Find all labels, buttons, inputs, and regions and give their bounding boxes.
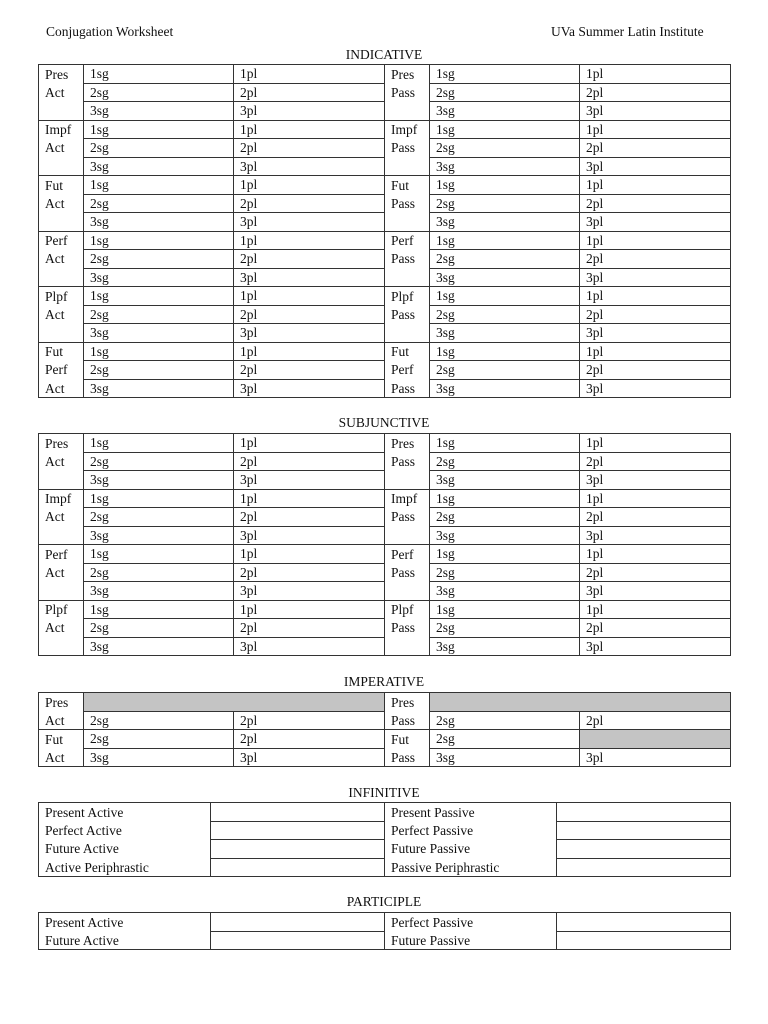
table-row bbox=[39, 250, 731, 269]
form-cell[interactable]: 3pl bbox=[580, 324, 731, 343]
table-row bbox=[39, 489, 731, 508]
form-cell[interactable]: 1pl bbox=[580, 342, 731, 361]
answer-cell[interactable] bbox=[211, 840, 385, 859]
table-row bbox=[39, 452, 731, 471]
form-cell[interactable]: 1sg bbox=[84, 176, 234, 195]
tense-label bbox=[385, 637, 430, 656]
indicative-table bbox=[38, 64, 731, 398]
form-cell[interactable]: 3sg bbox=[430, 582, 580, 601]
form-label: Active Periphrastic bbox=[39, 858, 211, 877]
tense-label: Perf bbox=[39, 231, 84, 250]
form-cell[interactable]: 1sg bbox=[84, 120, 234, 139]
form-cell[interactable]: 2sg bbox=[84, 711, 234, 730]
tense-label: Impf bbox=[385, 489, 430, 508]
form-cell[interactable]: 2pl bbox=[580, 305, 731, 324]
answer-cell[interactable] bbox=[557, 931, 731, 950]
tense-label bbox=[39, 268, 84, 287]
tense-label bbox=[385, 102, 430, 121]
form-cell[interactable]: 3pl bbox=[580, 102, 731, 121]
form-label: Future Passive bbox=[385, 931, 557, 950]
form-cell[interactable]: 1sg bbox=[430, 342, 580, 361]
tense-label bbox=[39, 213, 84, 232]
form-cell[interactable]: 2pl bbox=[580, 452, 731, 471]
infinitive-table bbox=[38, 802, 731, 877]
form-cell[interactable]: 1sg bbox=[430, 65, 580, 84]
institute-name: UVa Summer Latin Institute bbox=[551, 24, 704, 39]
form-cell[interactable]: 2sg bbox=[84, 250, 234, 269]
form-cell[interactable]: 2pl bbox=[234, 563, 385, 582]
table-row bbox=[39, 361, 731, 380]
tense-label bbox=[39, 324, 84, 343]
form-cell[interactable]: 2pl bbox=[234, 711, 385, 730]
form-cell[interactable]: 3sg bbox=[84, 526, 234, 545]
form-cell[interactable]: 2pl bbox=[580, 250, 731, 269]
table-row bbox=[39, 840, 731, 859]
form-cell[interactable]: 1pl bbox=[580, 600, 731, 619]
answer-cell[interactable] bbox=[557, 821, 731, 840]
form-cell[interactable]: 1sg bbox=[430, 545, 580, 564]
table-row bbox=[39, 471, 731, 490]
form-cell[interactable]: 3sg bbox=[84, 268, 234, 287]
form-cell[interactable]: 3pl bbox=[580, 213, 731, 232]
answer-cell[interactable] bbox=[211, 913, 385, 932]
tense-label bbox=[385, 582, 430, 601]
table-row bbox=[39, 139, 731, 158]
form-cell[interactable]: 1pl bbox=[234, 434, 385, 453]
form-cell[interactable]: 3pl bbox=[234, 526, 385, 545]
form-cell[interactable]: 1sg bbox=[84, 287, 234, 306]
form-cell[interactable]: 2sg bbox=[84, 452, 234, 471]
tense-label: Pass bbox=[385, 748, 430, 767]
answer-cell[interactable] bbox=[211, 931, 385, 950]
tense-label: Pres bbox=[39, 65, 84, 84]
table-row bbox=[39, 803, 731, 822]
form-cell[interactable]: 2pl bbox=[234, 730, 385, 749]
form-cell[interactable]: 1sg bbox=[430, 120, 580, 139]
tense-label: Plpf bbox=[385, 287, 430, 306]
table-row bbox=[39, 287, 731, 306]
form-cell[interactable]: 3pl bbox=[234, 471, 385, 490]
form-cell[interactable]: 2sg bbox=[84, 619, 234, 638]
form-cell[interactable]: 3pl bbox=[234, 637, 385, 656]
form-cell[interactable]: 2pl bbox=[580, 508, 731, 527]
tense-label: Impf bbox=[385, 120, 430, 139]
form-cell[interactable]: 3pl bbox=[580, 471, 731, 490]
form-cell[interactable]: 3sg bbox=[84, 213, 234, 232]
form-cell[interactable]: 2sg bbox=[430, 730, 580, 749]
form-cell[interactable]: 3sg bbox=[84, 379, 234, 398]
form-cell[interactable]: 2sg bbox=[430, 563, 580, 582]
table-row bbox=[39, 600, 731, 619]
form-cell[interactable]: 3pl bbox=[580, 526, 731, 545]
form-cell[interactable]: 1pl bbox=[580, 176, 731, 195]
form-cell[interactable]: 1sg bbox=[84, 65, 234, 84]
tense-label: Act bbox=[39, 194, 84, 213]
table-row bbox=[39, 379, 731, 398]
table-row bbox=[39, 730, 731, 749]
tense-label: Perf bbox=[385, 545, 430, 564]
form-cell[interactable]: 1pl bbox=[234, 600, 385, 619]
table-row bbox=[39, 102, 731, 121]
form-label: Present Active bbox=[39, 913, 211, 932]
form-cell[interactable]: 1sg bbox=[430, 176, 580, 195]
tense-label bbox=[39, 637, 84, 656]
tense-label bbox=[39, 102, 84, 121]
tense-label: Pass bbox=[385, 619, 430, 638]
form-cell[interactable]: 2pl bbox=[580, 361, 731, 380]
form-label: Future Active bbox=[39, 931, 211, 950]
form-cell[interactable]: 2sg bbox=[430, 711, 580, 730]
form-cell[interactable]: 2pl bbox=[234, 619, 385, 638]
table-row bbox=[39, 213, 731, 232]
tense-label: Perf bbox=[39, 361, 84, 380]
tense-label: Act bbox=[39, 305, 84, 324]
form-cell[interactable]: 2sg bbox=[84, 83, 234, 102]
tense-label: Plpf bbox=[39, 600, 84, 619]
table-row bbox=[39, 931, 731, 950]
form-cell[interactable]: 2sg bbox=[430, 508, 580, 527]
subjunctive-table bbox=[38, 433, 731, 656]
answer-cell[interactable] bbox=[557, 913, 731, 932]
tense-label: Act bbox=[39, 619, 84, 638]
form-label: Passive Periphrastic bbox=[385, 858, 557, 877]
form-cell[interactable]: 3sg bbox=[430, 324, 580, 343]
tense-label: Fut bbox=[385, 176, 430, 195]
form-label: Perfect Passive bbox=[385, 913, 557, 932]
worksheet-title: Conjugation Worksheet bbox=[46, 24, 174, 39]
tense-label bbox=[385, 324, 430, 343]
table-row bbox=[39, 545, 731, 564]
form-cell[interactable]: 1sg bbox=[430, 434, 580, 453]
form-cell[interactable]: 1pl bbox=[234, 545, 385, 564]
form-cell[interactable]: 3sg bbox=[84, 582, 234, 601]
form-label: Present Passive bbox=[385, 803, 557, 822]
form-cell[interactable]: 1pl bbox=[580, 545, 731, 564]
table-row bbox=[39, 693, 731, 712]
tense-label: Fut bbox=[39, 730, 84, 749]
form-cell[interactable]: 3pl bbox=[580, 748, 731, 767]
form-cell[interactable]: 1pl bbox=[234, 231, 385, 250]
tense-label: Pres bbox=[39, 434, 84, 453]
table-row bbox=[39, 526, 731, 545]
form-cell[interactable]: 2pl bbox=[580, 194, 731, 213]
tense-label: Fut bbox=[385, 730, 430, 749]
form-cell[interactable]: 3sg bbox=[430, 637, 580, 656]
form-cell[interactable]: 3pl bbox=[234, 157, 385, 176]
form-cell[interactable]: 1pl bbox=[580, 65, 731, 84]
form-cell[interactable]: 3sg bbox=[430, 379, 580, 398]
table-row bbox=[39, 305, 731, 324]
form-cell[interactable]: 1pl bbox=[580, 489, 731, 508]
form-cell[interactable]: 3sg bbox=[430, 102, 580, 121]
form-cell[interactable]: 1sg bbox=[430, 600, 580, 619]
form-cell[interactable]: 3pl bbox=[234, 102, 385, 121]
table-row bbox=[39, 637, 731, 656]
tense-label: Perf bbox=[385, 361, 430, 380]
tense-label: Pass bbox=[385, 452, 430, 471]
form-cell[interactable]: 2sg bbox=[84, 194, 234, 213]
tense-label: Plpf bbox=[385, 600, 430, 619]
table-row bbox=[39, 83, 731, 102]
tense-label: Pres bbox=[385, 693, 430, 712]
table-row bbox=[39, 748, 731, 767]
table-row bbox=[39, 913, 731, 932]
tense-label: Pres bbox=[39, 693, 84, 712]
form-cell[interactable]: 3sg bbox=[84, 102, 234, 121]
form-cell[interactable]: 1pl bbox=[234, 287, 385, 306]
tense-label: Perf bbox=[385, 231, 430, 250]
participle-title: PARTICIPLE bbox=[346, 894, 422, 909]
form-cell[interactable]: 2pl bbox=[234, 194, 385, 213]
form-cell[interactable]: 2sg bbox=[84, 508, 234, 527]
form-cell[interactable]: 3pl bbox=[234, 268, 385, 287]
tense-label: Pass bbox=[385, 379, 430, 398]
tense-label: Pass bbox=[385, 711, 430, 730]
form-cell[interactable]: 2sg bbox=[430, 83, 580, 102]
form-cell[interactable]: 3sg bbox=[84, 748, 234, 767]
table-row bbox=[39, 821, 731, 840]
tense-label: Plpf bbox=[39, 287, 84, 306]
table-row bbox=[39, 231, 731, 250]
table-row bbox=[39, 619, 731, 638]
form-cell[interactable]: 2sg bbox=[84, 730, 234, 749]
tense-label: Pass bbox=[385, 305, 430, 324]
tense-label bbox=[385, 526, 430, 545]
infinitive-title: INFINITIVE bbox=[348, 785, 420, 800]
tense-label bbox=[39, 526, 84, 545]
tense-label: Fut bbox=[39, 176, 84, 195]
form-cell[interactable]: 2pl bbox=[234, 508, 385, 527]
answer-cell[interactable] bbox=[557, 840, 731, 859]
table-row bbox=[39, 268, 731, 287]
form-cell[interactable]: 3sg bbox=[430, 213, 580, 232]
tense-label bbox=[39, 582, 84, 601]
table-row bbox=[39, 858, 731, 877]
answer-cell[interactable] bbox=[557, 858, 731, 877]
table-row bbox=[39, 157, 731, 176]
tense-label: Pass bbox=[385, 83, 430, 102]
form-cell[interactable]: 2sg bbox=[430, 305, 580, 324]
form-cell[interactable]: 3pl bbox=[234, 213, 385, 232]
table-row bbox=[39, 711, 731, 730]
shaded-cell bbox=[84, 693, 385, 712]
form-cell[interactable]: 2sg bbox=[84, 139, 234, 158]
form-cell[interactable]: 2sg bbox=[84, 563, 234, 582]
form-cell[interactable]: 2pl bbox=[234, 139, 385, 158]
form-cell[interactable]: 3sg bbox=[430, 268, 580, 287]
form-cell[interactable]: 1pl bbox=[234, 489, 385, 508]
tense-label: Act bbox=[39, 139, 84, 158]
form-cell[interactable]: 3sg bbox=[430, 471, 580, 490]
form-cell[interactable]: 2sg bbox=[430, 361, 580, 380]
form-cell[interactable]: 3sg bbox=[84, 471, 234, 490]
form-cell[interactable]: 1pl bbox=[580, 287, 731, 306]
form-cell[interactable]: 1pl bbox=[580, 434, 731, 453]
form-cell[interactable]: 1sg bbox=[430, 231, 580, 250]
form-cell[interactable]: 3sg bbox=[430, 526, 580, 545]
table-row bbox=[39, 194, 731, 213]
subjunctive-title: SUBJUNCTIVE bbox=[338, 415, 430, 430]
tense-label bbox=[39, 157, 84, 176]
shaded-cell bbox=[580, 730, 731, 749]
form-cell[interactable]: 2sg bbox=[430, 139, 580, 158]
tense-label: Act bbox=[39, 379, 84, 398]
form-cell[interactable]: 2sg bbox=[430, 619, 580, 638]
form-cell[interactable]: 2pl bbox=[234, 250, 385, 269]
form-cell[interactable]: 2pl bbox=[580, 139, 731, 158]
tense-label: Act bbox=[39, 250, 84, 269]
tense-label: Pres bbox=[385, 434, 430, 453]
form-cell[interactable]: 3pl bbox=[580, 637, 731, 656]
table-row bbox=[39, 508, 731, 527]
form-cell[interactable]: 2pl bbox=[580, 563, 731, 582]
tense-label: Fut bbox=[385, 342, 430, 361]
table-row bbox=[39, 342, 731, 361]
table-row bbox=[39, 563, 731, 582]
tense-label: Pres bbox=[385, 65, 430, 84]
form-cell[interactable]: 1pl bbox=[234, 342, 385, 361]
answer-cell[interactable] bbox=[211, 858, 385, 877]
table-row bbox=[39, 120, 731, 139]
tense-label: Pass bbox=[385, 250, 430, 269]
tense-label: Pass bbox=[385, 508, 430, 527]
imperative-title: IMPERATIVE bbox=[343, 674, 425, 689]
table-row bbox=[39, 434, 731, 453]
form-cell[interactable]: 3pl bbox=[234, 324, 385, 343]
tense-label bbox=[39, 471, 84, 490]
form-cell[interactable]: 1sg bbox=[84, 489, 234, 508]
form-cell[interactable]: 2sg bbox=[430, 250, 580, 269]
shaded-cell bbox=[430, 693, 731, 712]
answer-cell[interactable] bbox=[557, 803, 731, 822]
form-cell[interactable]: 1sg bbox=[84, 342, 234, 361]
form-cell[interactable]: 3sg bbox=[430, 157, 580, 176]
tense-label: Act bbox=[39, 748, 84, 767]
participle-table bbox=[38, 912, 731, 950]
form-cell[interactable]: 1pl bbox=[234, 176, 385, 195]
form-label: Future Passive bbox=[385, 840, 557, 859]
tense-label: Impf bbox=[39, 489, 84, 508]
answer-cell[interactable] bbox=[211, 803, 385, 822]
tense-label: Impf bbox=[39, 120, 84, 139]
form-cell[interactable]: 2sg bbox=[84, 305, 234, 324]
answer-cell[interactable] bbox=[211, 821, 385, 840]
form-label: Future Active bbox=[39, 840, 211, 859]
tense-label: Act bbox=[39, 508, 84, 527]
form-cell[interactable]: 3sg bbox=[430, 748, 580, 767]
form-cell[interactable]: 3sg bbox=[84, 324, 234, 343]
form-label: Present Active bbox=[39, 803, 211, 822]
form-cell[interactable]: 2sg bbox=[430, 452, 580, 471]
tense-label: Pass bbox=[385, 563, 430, 582]
form-cell[interactable]: 2pl bbox=[580, 619, 731, 638]
table-row bbox=[39, 65, 731, 84]
tense-label: Act bbox=[39, 563, 84, 582]
form-cell[interactable]: 1pl bbox=[580, 231, 731, 250]
tense-label: Pass bbox=[385, 139, 430, 158]
form-cell[interactable]: 3sg bbox=[84, 637, 234, 656]
form-cell[interactable]: 1sg bbox=[84, 434, 234, 453]
form-cell[interactable]: 1sg bbox=[84, 600, 234, 619]
tense-label bbox=[385, 213, 430, 232]
form-cell[interactable]: 2pl bbox=[234, 361, 385, 380]
form-cell[interactable]: 3pl bbox=[234, 582, 385, 601]
form-cell[interactable]: 1sg bbox=[84, 231, 234, 250]
form-cell[interactable]: 3pl bbox=[234, 748, 385, 767]
form-cell[interactable]: 2sg bbox=[84, 361, 234, 380]
tense-label: Act bbox=[39, 711, 84, 730]
form-cell[interactable]: 2pl bbox=[580, 711, 731, 730]
tense-label bbox=[385, 268, 430, 287]
tense-label bbox=[385, 157, 430, 176]
form-cell[interactable]: 2pl bbox=[580, 83, 731, 102]
table-row bbox=[39, 176, 731, 195]
form-cell[interactable]: 2pl bbox=[234, 83, 385, 102]
table-row bbox=[39, 582, 731, 601]
tense-label: Fut bbox=[39, 342, 84, 361]
form-cell[interactable]: 1sg bbox=[84, 545, 234, 564]
form-cell[interactable]: 3pl bbox=[580, 268, 731, 287]
form-cell[interactable]: 1pl bbox=[234, 65, 385, 84]
tense-label: Act bbox=[39, 83, 84, 102]
form-cell[interactable]: 3sg bbox=[84, 157, 234, 176]
tense-label: Pass bbox=[385, 194, 430, 213]
form-cell[interactable]: 3pl bbox=[580, 157, 731, 176]
form-cell[interactable]: 2pl bbox=[234, 305, 385, 324]
form-cell[interactable]: 2sg bbox=[430, 194, 580, 213]
indicative-title: INDICATIVE bbox=[345, 47, 423, 62]
form-cell[interactable]: 3pl bbox=[580, 582, 731, 601]
form-cell[interactable]: 1pl bbox=[234, 120, 385, 139]
tense-label: Act bbox=[39, 452, 84, 471]
form-cell[interactable]: 3pl bbox=[234, 379, 385, 398]
form-cell[interactable]: 3pl bbox=[580, 379, 731, 398]
form-label: Perfect Passive bbox=[385, 821, 557, 840]
form-label: Perfect Active bbox=[39, 821, 211, 840]
tense-label bbox=[385, 471, 430, 490]
table-row bbox=[39, 324, 731, 343]
form-cell[interactable]: 1pl bbox=[580, 120, 731, 139]
imperative-table bbox=[38, 692, 731, 767]
form-cell[interactable]: 1sg bbox=[430, 489, 580, 508]
tense-label: Perf bbox=[39, 545, 84, 564]
form-cell[interactable]: 2pl bbox=[234, 452, 385, 471]
form-cell[interactable]: 1sg bbox=[430, 287, 580, 306]
